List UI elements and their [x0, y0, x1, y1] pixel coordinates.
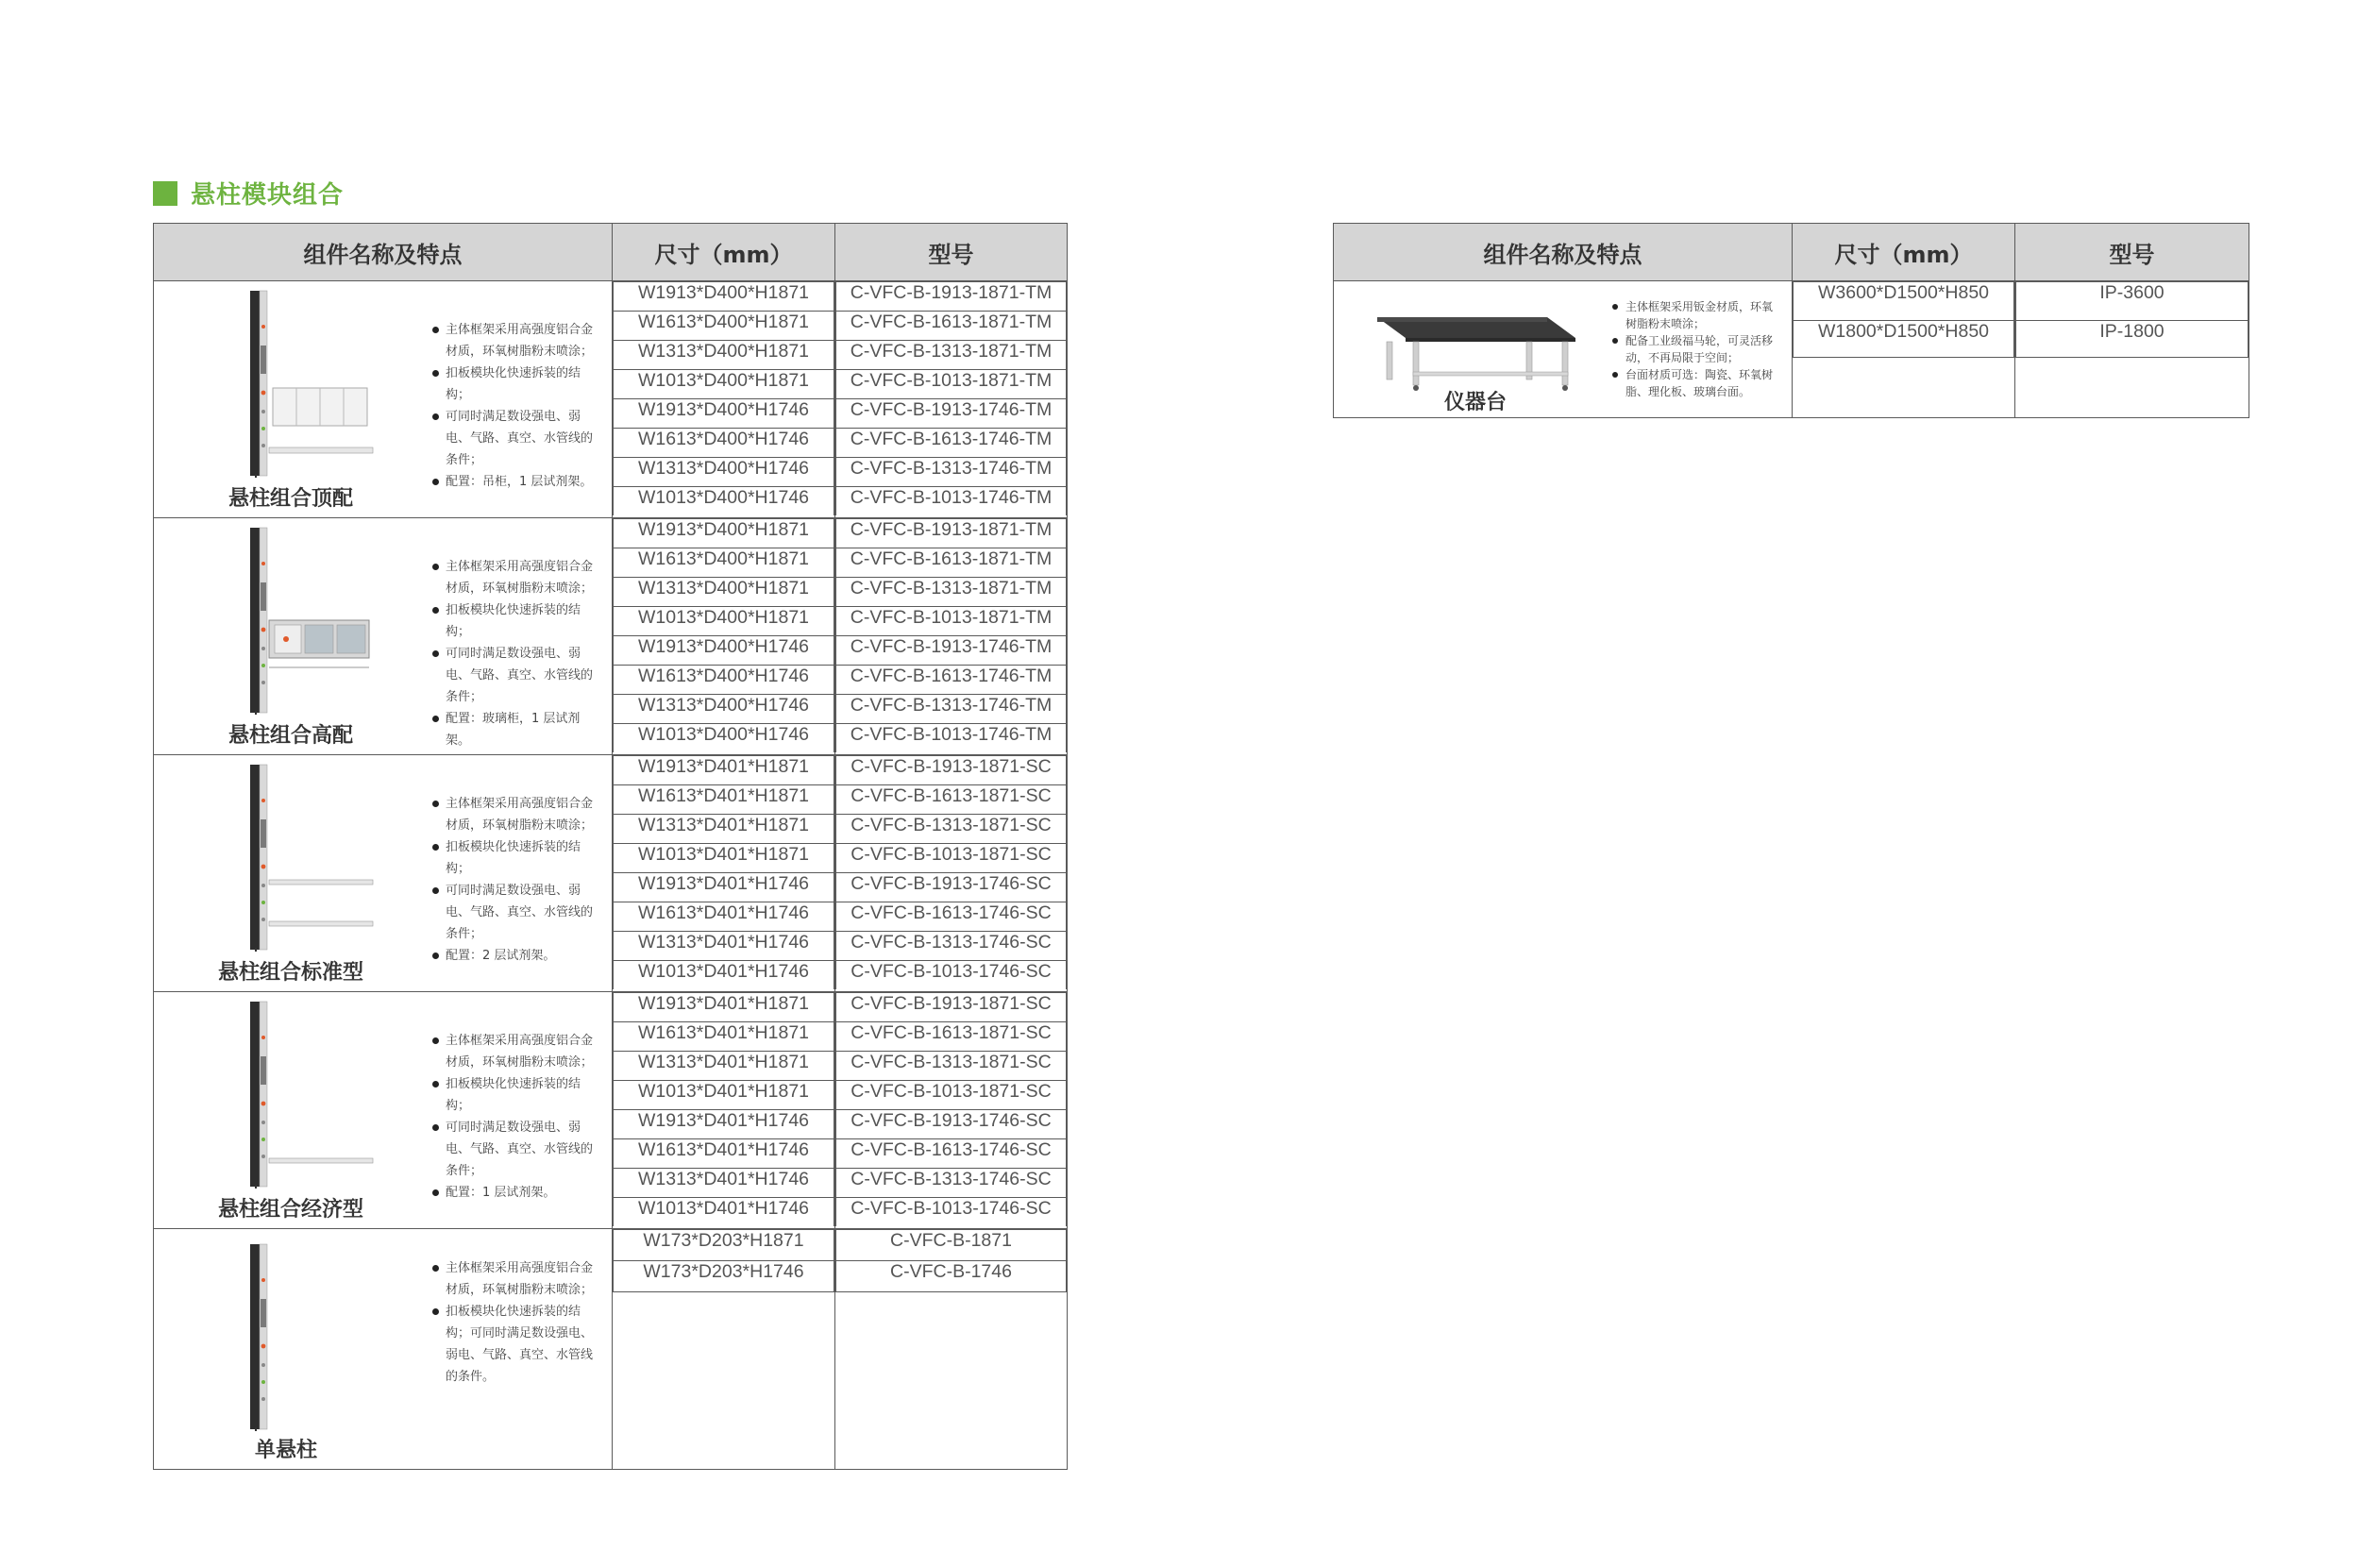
feature-item: 主体框架采用高强度铝合金材质，环氧树脂粉末喷涂；	[432, 1257, 598, 1301]
size-cell	[613, 281, 835, 518]
size-value: W1613*D400*H1871	[614, 548, 834, 578]
model-value: C-VFC-B-1013-1871-TM	[836, 370, 1067, 399]
size-value: W1313*D401*H1871	[614, 1052, 834, 1081]
size-value: W1313*D401*H1746	[614, 932, 834, 961]
top-config-product-image	[237, 289, 379, 478]
model-value: C-VFC-B-1613-1746-TM	[836, 666, 1067, 695]
model-value: C-VFC-B-1313-1746-TM	[836, 695, 1067, 724]
component-cell	[154, 1229, 613, 1470]
model-value: IP-3600	[2016, 282, 2249, 321]
model-value: C-VFC-B-1013-1871-TM	[836, 607, 1067, 636]
size-value: W1613*D401*H1746	[614, 1139, 834, 1169]
size-cell	[613, 992, 835, 1229]
model-value: C-VFC-B-1913-1746-TM	[836, 399, 1067, 429]
header-component: 组件名称及特点	[154, 224, 613, 281]
size-value: W1013*D401*H1871	[614, 844, 834, 873]
model-value: C-VFC-B-1013-1746-TM	[836, 724, 1067, 753]
feature-list	[432, 1257, 598, 1388]
model-cell	[835, 992, 1068, 1229]
single-column-product-image	[237, 1242, 379, 1431]
model-value: C-VFC-B-1913-1871-TM	[836, 519, 1067, 548]
product-name: 悬柱组合高配	[227, 724, 353, 748]
model-value: C-VFC-B-1913-1746-TM	[836, 636, 1067, 666]
size-value: W1913*D401*H1871	[614, 756, 834, 785]
table-row	[154, 518, 1068, 755]
model-value: C-VFC-B-1013-1746-TM	[836, 487, 1067, 516]
size-value: W1913*D400*H1746	[614, 636, 834, 666]
feature-item: 扣板模块化快速拆装的结构；可同时满足数设强电、弱电、气路、真空、水管线的条件。	[432, 1301, 598, 1388]
size-value: W1913*D400*H1871	[614, 282, 834, 312]
size-value: W173*D203*H1746	[614, 1261, 834, 1292]
feature-item: 配置：1 层试剂架。	[432, 1182, 598, 1204]
model-value: C-VFC-B-1613-1871-TM	[836, 312, 1067, 341]
size-value: W1013*D400*H1871	[614, 370, 834, 399]
size-value: W1913*D400*H1871	[614, 519, 834, 548]
model-value: C-VFC-B-1313-1871-SC	[836, 815, 1067, 844]
size-value: W1313*D400*H1871	[614, 578, 834, 607]
feature-item: 可同时满足数设强电、弱电、气路、真空、水管线的条件；	[432, 1117, 598, 1182]
size-value: W1313*D400*H1871	[614, 341, 834, 370]
header-size: 尺寸（mm）	[1793, 224, 2015, 281]
feature-item: 扣板模块化快速拆装的结构；	[432, 599, 598, 643]
feature-item: 可同时满足数设强电、弱电、气路、真空、水管线的条件；	[432, 643, 598, 708]
instrument-bench-image	[1368, 300, 1585, 395]
model-value: C-VFC-B-1913-1746-SC	[836, 873, 1067, 902]
model-value: C-VFC-B-1013-1871-SC	[836, 1081, 1067, 1110]
model-value: C-VFC-B-1871	[836, 1230, 1067, 1261]
instrument-bench-spec-table	[1333, 223, 2249, 418]
feature-item: 扣板模块化快速拆装的结构；	[432, 836, 598, 880]
size-value: W1013*D400*H1871	[614, 607, 834, 636]
feature-item: 配备工业级福马轮，可灵活移动，不再局限于空间；	[1612, 332, 1777, 366]
table-header-row	[154, 224, 1068, 281]
model-value: C-VFC-B-1613-1746-TM	[836, 429, 1067, 458]
standard-product-image	[237, 763, 379, 952]
feature-item: 配置：玻璃柜，1 层试剂架。	[432, 708, 598, 751]
component-cell	[154, 755, 613, 992]
model-value: C-VFC-B-1913-1871-SC	[836, 756, 1067, 785]
hanging-column-spec-table	[153, 223, 1068, 1470]
size-cell	[613, 755, 835, 992]
table-row	[154, 281, 1068, 518]
header-model: 型号	[835, 224, 1068, 281]
size-cell	[613, 1229, 835, 1470]
feature-item: 配置：2 层试剂架。	[432, 945, 598, 967]
size-value: W1013*D400*H1746	[614, 724, 834, 753]
size-value: W1313*D400*H1746	[614, 695, 834, 724]
product-name: 仪器台	[1443, 391, 1507, 414]
feature-list	[432, 793, 598, 967]
size-value: W1613*D401*H1871	[614, 785, 834, 815]
feature-item: 扣板模块化快速拆装的结构；	[432, 1073, 598, 1117]
model-value: C-VFC-B-1613-1871-SC	[836, 785, 1067, 815]
model-value: IP-1800	[2016, 321, 2249, 358]
size-value: W1913*D400*H1746	[614, 399, 834, 429]
feature-item: 主体框架采用高强度铝合金材质，环氧树脂粉末喷涂；	[432, 793, 598, 836]
model-value: C-VFC-B-1613-1871-TM	[836, 548, 1067, 578]
feature-item: 台面材质可选：陶瓷、环氧树脂、理化板、玻璃台面。	[1612, 366, 1777, 400]
model-value: C-VFC-B-1313-1746-SC	[836, 1169, 1067, 1198]
feature-item: 可同时满足数设强电、弱电、气路、真空、水管线的条件；	[432, 406, 598, 471]
section-title: 悬柱模块组合	[191, 181, 345, 210]
model-value: C-VFC-B-1313-1871-TM	[836, 578, 1067, 607]
feature-list	[1612, 298, 1777, 400]
product-name: 悬柱组合经济型	[217, 1198, 363, 1222]
size-value: W173*D203*H1871	[614, 1230, 834, 1261]
model-cell	[835, 281, 1068, 518]
high-config-product-image	[237, 526, 379, 715]
component-cell	[1334, 281, 1793, 418]
feature-list	[432, 1030, 598, 1204]
model-value: C-VFC-B-1013-1746-SC	[836, 1198, 1067, 1227]
feature-list	[432, 319, 598, 493]
product-name: 悬柱组合顶配	[227, 487, 353, 511]
size-value: W1800*D1500*H850	[1794, 321, 2014, 358]
size-value: W1613*D400*H1871	[614, 312, 834, 341]
feature-item: 主体框架采用高强度铝合金材质，环氧树脂粉末喷涂；	[432, 319, 598, 362]
table-row	[154, 992, 1068, 1229]
size-value: W3600*D1500*H850	[1794, 282, 2014, 321]
feature-item: 主体框架采用高强度铝合金材质，环氧树脂粉末喷涂；	[432, 556, 598, 599]
table-row	[154, 755, 1068, 992]
header-component: 组件名称及特点	[1334, 224, 1793, 281]
size-value: W1013*D401*H1746	[614, 1198, 834, 1227]
size-value: W1913*D401*H1871	[614, 993, 834, 1022]
model-value: C-VFC-B-1613-1746-SC	[836, 902, 1067, 932]
size-value: W1613*D401*H1746	[614, 902, 834, 932]
feature-list	[432, 556, 598, 751]
model-value: C-VFC-B-1913-1871-SC	[836, 993, 1067, 1022]
section-marker-square	[153, 181, 177, 206]
product-name: 悬柱组合标准型	[217, 961, 363, 985]
feature-item: 可同时满足数设强电、弱电、气路、真空、水管线的条件；	[432, 880, 598, 945]
size-cell	[1793, 281, 2015, 418]
size-value: W1313*D400*H1746	[614, 458, 834, 487]
model-value: C-VFC-B-1913-1746-SC	[836, 1110, 1067, 1139]
table-row	[1334, 281, 2249, 418]
size-cell	[613, 518, 835, 755]
model-value: C-VFC-B-1013-1746-SC	[836, 961, 1067, 990]
size-value: W1013*D401*H1746	[614, 961, 834, 990]
model-value: C-VFC-B-1313-1871-SC	[836, 1052, 1067, 1081]
table-row	[154, 1229, 1068, 1470]
size-value: W1013*D400*H1746	[614, 487, 834, 516]
size-value: W1613*D401*H1871	[614, 1022, 834, 1052]
model-value: C-VFC-B-1313-1871-TM	[836, 341, 1067, 370]
model-value: C-VFC-B-1313-1746-SC	[836, 932, 1067, 961]
model-value: C-VFC-B-1613-1746-SC	[836, 1139, 1067, 1169]
economy-product-image	[237, 1000, 379, 1189]
component-cell	[154, 518, 613, 755]
feature-item: 配置：吊柜，1 层试剂架。	[432, 471, 598, 493]
size-value: W1313*D401*H1746	[614, 1169, 834, 1198]
size-value: W1913*D401*H1746	[614, 1110, 834, 1139]
feature-item: 扣板模块化快速拆装的结构；	[432, 362, 598, 406]
component-cell	[154, 281, 613, 518]
feature-item: 主体框架采用钣金材质，环氧树脂粉末喷涂；	[1612, 298, 1777, 332]
model-value: C-VFC-B-1013-1871-SC	[836, 844, 1067, 873]
model-value: C-VFC-B-1746	[836, 1261, 1067, 1292]
product-name: 单悬柱	[254, 1439, 317, 1462]
table-header-row	[1334, 224, 2249, 281]
feature-item: 主体框架采用高强度铝合金材质，环氧树脂粉末喷涂；	[432, 1030, 598, 1073]
size-value: W1613*D400*H1746	[614, 429, 834, 458]
component-cell	[154, 992, 613, 1229]
model-cell	[835, 518, 1068, 755]
section-heading	[153, 176, 344, 211]
model-value: C-VFC-B-1313-1746-TM	[836, 458, 1067, 487]
size-value: W1913*D401*H1746	[614, 873, 834, 902]
model-cell	[835, 755, 1068, 992]
size-value: W1613*D400*H1746	[614, 666, 834, 695]
model-cell	[835, 1229, 1068, 1470]
model-value: C-VFC-B-1613-1871-SC	[836, 1022, 1067, 1052]
model-cell	[2015, 281, 2249, 418]
model-value: C-VFC-B-1913-1871-TM	[836, 282, 1067, 312]
size-value: W1013*D401*H1871	[614, 1081, 834, 1110]
header-size: 尺寸（mm）	[613, 224, 835, 281]
header-model: 型号	[2015, 224, 2249, 281]
size-value: W1313*D401*H1871	[614, 815, 834, 844]
